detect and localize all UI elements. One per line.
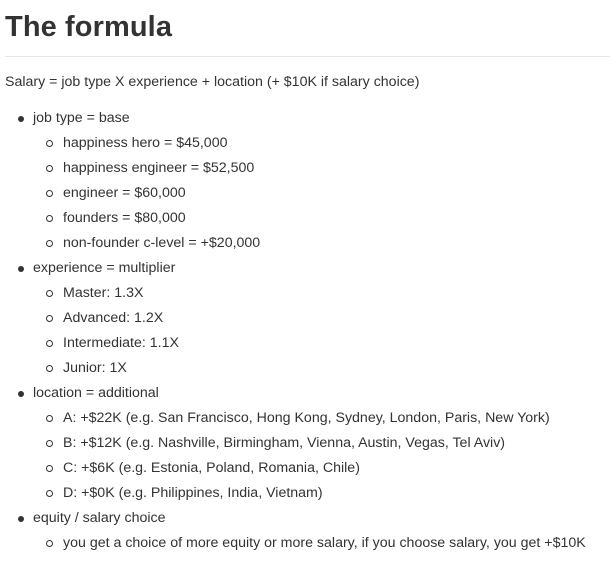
item-text: happiness engineer = $52,500 (63, 160, 255, 176)
list-item (33, 206, 610, 231)
circle-bullet-icon (46, 440, 53, 447)
sublist-location (33, 406, 610, 506)
list-item (33, 481, 610, 506)
formula-list (5, 106, 610, 556)
circle-bullet-icon (46, 490, 53, 497)
sublist-job-type (33, 131, 610, 256)
sublist-equity (33, 531, 610, 556)
item-text: founders = $80,000 (63, 210, 186, 226)
document (5, 0, 610, 556)
item-text: non-founder c-level = +$20,000 (63, 235, 261, 251)
circle-bullet-icon (46, 190, 53, 197)
item-text: happiness hero = $45,000 (63, 135, 228, 151)
bullet-icon (18, 116, 24, 122)
item-text: A: +$22K (e.g. San Francisco, Hong Kong, Sydney, London, Paris, New York) (63, 410, 550, 426)
item-text: B: +$12K (e.g. Nashville, Birmingham, Vienna, Austin, Vegas, Tel Aviv) (63, 435, 506, 451)
bullet-icon (18, 266, 24, 272)
circle-bullet-icon (46, 140, 53, 147)
list-item (33, 356, 610, 381)
list-item-location (5, 381, 610, 506)
list-item (33, 181, 610, 206)
item-text: D: +$0K (e.g. Philippines, India, Vietnam) (63, 485, 323, 501)
list-item-equity (5, 506, 610, 556)
circle-bullet-icon (46, 240, 53, 247)
item-text: Junior: 1X (63, 360, 127, 376)
circle-bullet-icon (46, 365, 53, 372)
item-text: Intermediate: 1.1X (63, 335, 179, 351)
page-title: The formula (5, 11, 173, 43)
list-item (33, 281, 610, 306)
list-item (33, 231, 610, 256)
circle-bullet-icon (46, 315, 53, 322)
item-text: Advanced: 1.2X (63, 310, 164, 326)
list-item (33, 306, 610, 331)
list-item (33, 406, 610, 431)
item-text: C: +$6K (e.g. Estonia, Poland, Romania, Chile) (63, 460, 360, 476)
bullet-icon (18, 391, 24, 397)
list-item (33, 331, 610, 356)
sublist-experience (33, 281, 610, 381)
list-item (33, 156, 610, 181)
list-item (33, 431, 610, 456)
list-item (33, 131, 610, 156)
circle-bullet-icon (46, 340, 53, 347)
list-item-experience (5, 256, 610, 381)
circle-bullet-icon (46, 165, 53, 172)
title-divider (5, 56, 610, 57)
item-text: Master: 1.3X (63, 285, 144, 301)
list-item (33, 456, 610, 481)
item-text: you get a choice of more equity or more salary, if you choose salary, you get +$10K (63, 535, 586, 551)
section-label: location = additional (33, 385, 159, 401)
bullet-icon (18, 516, 24, 522)
list-item (33, 531, 610, 556)
circle-bullet-icon (46, 290, 53, 297)
circle-bullet-icon (46, 215, 53, 222)
section-label: experience = multiplier (33, 260, 176, 276)
list-item-job-type (5, 106, 610, 256)
circle-bullet-icon (46, 415, 53, 422)
circle-bullet-icon (46, 540, 53, 547)
item-text: engineer = $60,000 (63, 185, 186, 201)
section-label: job type = base (33, 110, 130, 126)
circle-bullet-icon (46, 465, 53, 472)
formula-summary: Salary = job type X experience + location (+ $10K if salary choice) (5, 74, 420, 90)
section-label: equity / salary choice (33, 510, 166, 526)
